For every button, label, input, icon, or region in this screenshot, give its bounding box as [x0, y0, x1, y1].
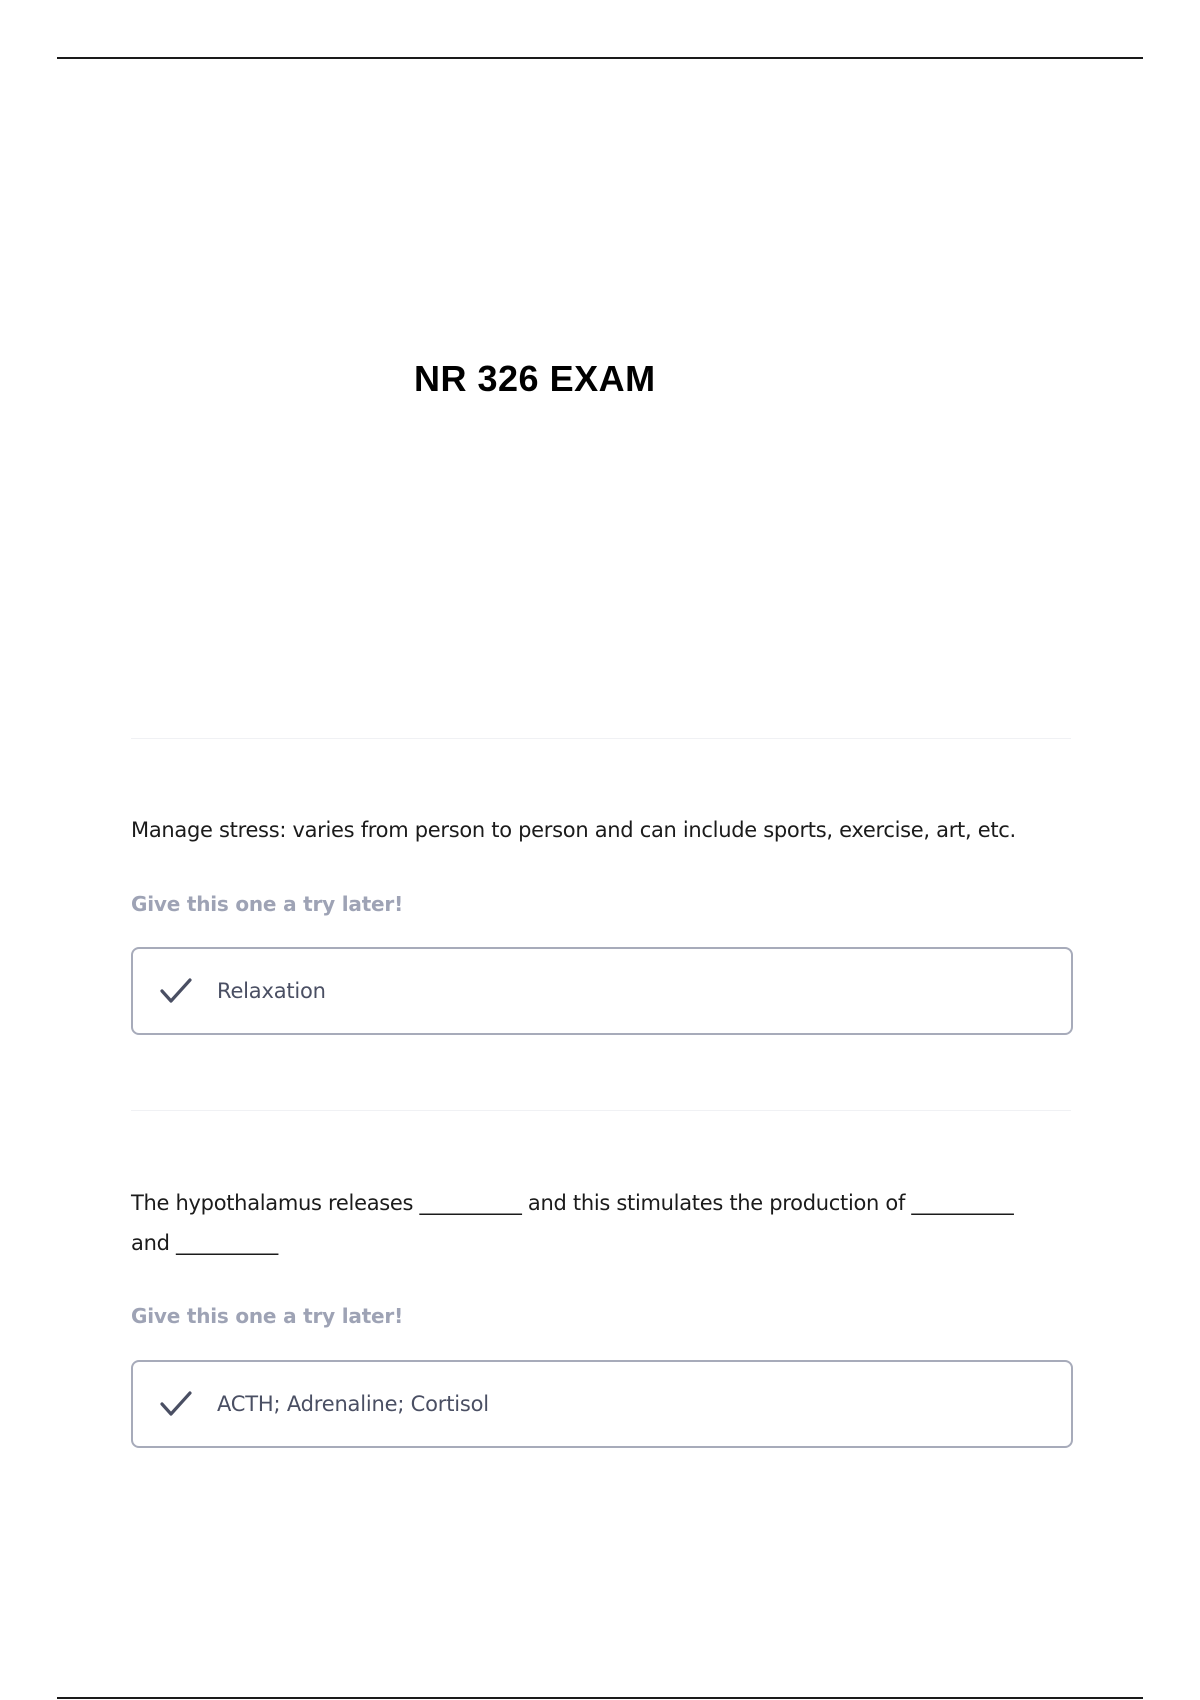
- card-1-prompt: Manage stress: varies from person to person and can include sports, exercise, art, etc.: [131, 818, 1016, 842]
- check-icon: [159, 1389, 193, 1419]
- card-divider: [131, 738, 1071, 739]
- card-1-answer-option[interactable]: [131, 947, 1073, 1035]
- card-divider: [131, 1110, 1071, 1111]
- card-2-answer-text: ACTH; Adrenaline; Cortisol: [217, 1392, 489, 1416]
- card-2-try-later-hint: Give this one a try later!: [131, 1304, 404, 1328]
- card-2-prompt: The hypothalamus releases __________ and this stimulates the production of __________ and __________: [131, 1191, 1014, 1255]
- check-icon: [159, 976, 193, 1006]
- page-bottom-rule: [57, 1697, 1143, 1699]
- card-2-answer-option[interactable]: [131, 1360, 1073, 1448]
- card-1-answer-text: Relaxation: [217, 979, 326, 1003]
- page-top-rule: [57, 57, 1143, 59]
- document-title: NR 326 EXAM: [414, 358, 656, 399]
- card-1-try-later-hint: Give this one a try later!: [131, 892, 404, 916]
